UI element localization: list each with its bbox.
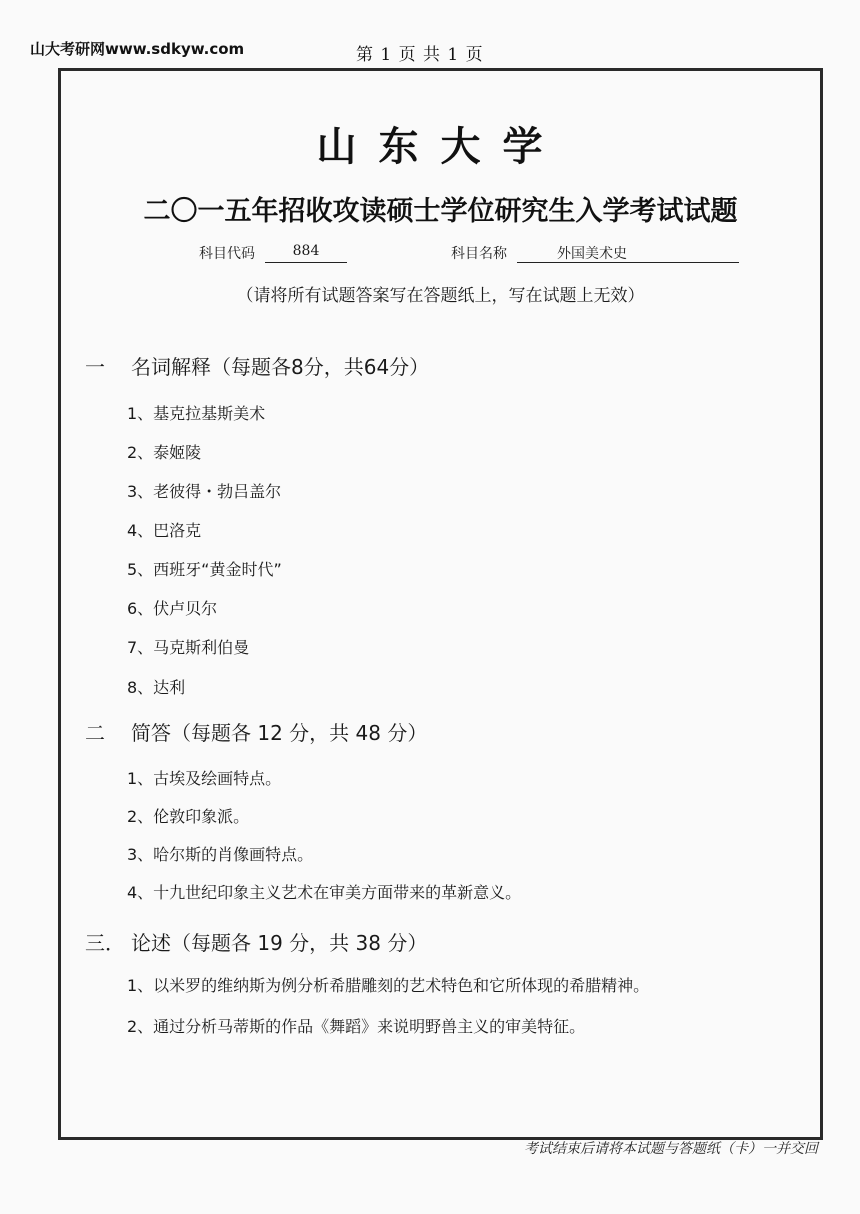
question-item: 6、伏卢贝尔 [127,599,218,618]
site-watermark: 山大考研网www.sdkyw.com [30,40,245,58]
page-number: 第 1 页 共 1 页 [356,45,484,65]
question-item: 7、马克斯利伯曼 [127,638,250,657]
question-item: 1、古埃及绘画特点。 [127,769,282,788]
exam-title: 二〇一五年招收攻读硕士学位研究生入学考试试题 [143,196,738,227]
question-item: 1、以米罗的维纳斯为例分析希腊雕刻的艺术特色和它所体现的希腊精神。 [127,976,650,995]
subject-code-label: 科目代码 [199,246,255,262]
footer-note: 考试结束后请将本试题与答题纸（卡）一并交回 [524,1141,818,1157]
section-heading-2 [85,717,427,746]
question-item: 2、泰姬陵 [127,443,202,462]
section-number: 一 [85,355,105,379]
question-item: 3、哈尔斯的肖像画特点。 [127,845,314,864]
question-item: 4、十九世纪印象主义艺术在审美方面带来的革新意义。 [127,883,522,902]
exam-instruction: （请将所有试题答案写在答题纸上，写在试题上无效） [236,286,645,306]
section-heading-1 [85,351,429,380]
question-item: 2、通过分析马蒂斯的作品《舞蹈》来说明野兽主义的审美特征。 [127,1017,586,1036]
question-item: 8、达利 [127,678,186,697]
subject-name-label: 科目名称 [451,246,507,262]
question-item: 4、巴洛克 [127,521,202,540]
question-item: 1、基克拉基斯美术 [127,404,266,423]
university-name: 山东大学 [316,123,565,170]
section-heading-3 [85,927,427,956]
section-number: 二 [85,721,105,745]
subject-code-value: 884 [265,243,347,263]
question-item: 3、老彼得・勃吕盖尔 [127,482,282,501]
question-item: 5、西班牙“黄金时代” [127,560,282,579]
exam-frame [58,68,823,1140]
question-item: 2、伦敦印象派。 [127,807,250,826]
section-title: 简答（每题各 12 分，共 48 分） [131,721,428,745]
subject-name-value: 外国美术史 [517,243,739,263]
section-number: 三． [85,931,125,955]
section-title: 论述（每题各 19 分，共 38 分） [131,931,428,955]
section-title: 名词解释（每题各8分，共64分） [131,355,430,379]
